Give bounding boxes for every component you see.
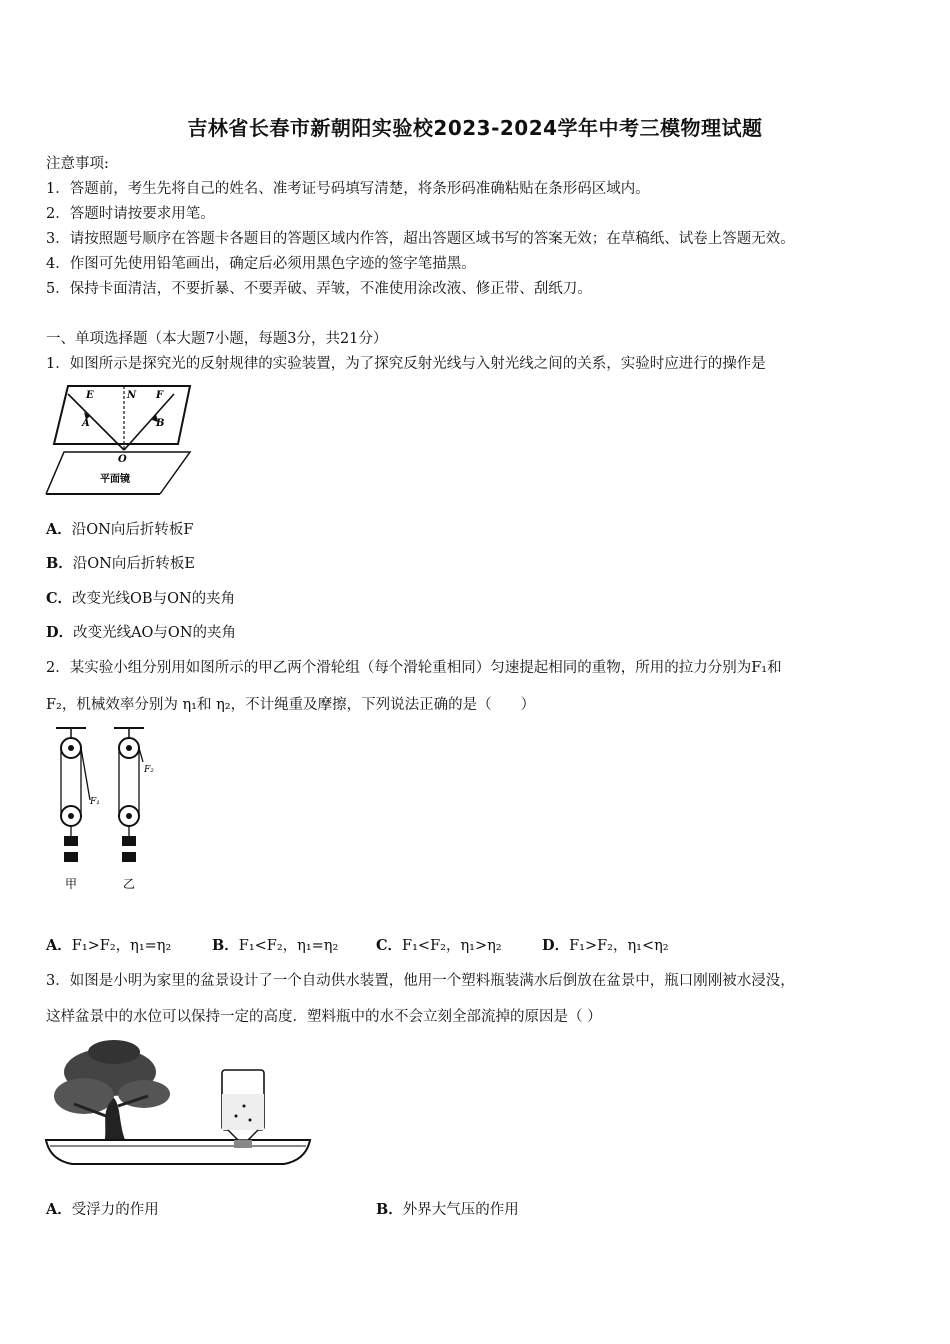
q2-option-b: B．F₁<F₂，η₁=η₂ <box>212 937 339 954</box>
page-title: 吉林省长春市新朝阳实验校2023-2024学年中考三模物理试题 <box>187 116 763 140</box>
label-e: E <box>86 390 94 401</box>
label-o: O <box>118 454 127 465</box>
label-a: A <box>82 418 90 429</box>
notice-item: 5．保持卡面清洁，不要折暴、不要弄破、弄皱，不准使用涂改液、修正带、刮纸刀。 <box>46 281 592 297</box>
label-mirror: 平面镜 <box>100 474 130 485</box>
q2-stem-line1: 2．某实验小组分别用如图所示的甲乙两个滑轮组（每个滑轮重相同）匀速提起相同的重物，所用的拉力分别为F₁和 <box>46 660 782 676</box>
q3-option-b: B．外界大气压的作用 <box>376 1201 519 1218</box>
q1-stem: 1．如图所示是探究光的反射规律的实验装置，为了探究反射光线与入射光线之间的关系，实验时应进行的操作是 <box>46 356 766 372</box>
q3-stem-line1: 3．如图是小明为家里的盆景设计了一个自动供水装置，他用一个塑料瓶装满水后倒放在盆景中，瓶口刚刚被水浸没， <box>46 973 795 989</box>
pulley-figure <box>44 724 174 894</box>
label-n: N <box>127 390 137 401</box>
q1-option-a: A．沿ON向后折转板F <box>46 521 194 538</box>
bonsai-figure <box>44 1036 314 1172</box>
q2-option-d: D．F₁>F₂，η₁<η₂ <box>542 937 669 954</box>
q2-option-a: A．F₁>F₂，η₁=η₂ <box>46 937 172 954</box>
label-f1: F₁ <box>90 797 100 807</box>
label-f2: F₂ <box>144 765 154 775</box>
notice-item: 3．请按照题号顺序在答题卡各题目的答题区域内作答，超出答题区域书写的答案无效；在草稿纸、试卷上答题无效。 <box>46 231 795 247</box>
section-heading: 一、单项选择题（本大题7小题，每题3分，共21分） <box>46 331 388 347</box>
q3-stem-line2: 这样盆景中的水位可以保持一定的高度．塑料瓶中的水不会立刻全部流掉的原因是（ ） <box>46 1009 602 1025</box>
notice-heading: 注意事项: <box>46 156 109 172</box>
notice-item: 1．答题前，考生先将自己的姓名、准考证号码填写清楚，将条形码准确粘贴在条形码区域内。 <box>46 181 650 197</box>
notice-item: 2．答题时请按要求用笔。 <box>46 206 215 222</box>
q1-option-c: C．改变光线OB与ON的夹角 <box>46 590 236 607</box>
label-f: F <box>156 390 164 401</box>
q1-option-b: B．沿ON向后折转板E <box>46 555 195 572</box>
q3-option-a: A．受浮力的作用 <box>46 1201 159 1218</box>
q1-option-d: D．改变光线AO与ON的夹角 <box>46 624 237 641</box>
label-b: B <box>156 418 165 429</box>
reflection-figure <box>44 382 196 500</box>
q2-option-c: C．F₁<F₂，η₁>η₂ <box>376 937 502 954</box>
q2-stem-line2: F₂，机械效率分别为 η₁和 η₂，不计绳重及摩擦，下列说法正确的是（ ） <box>46 697 536 713</box>
label-yi: 乙 <box>123 877 136 891</box>
notice-item: 4．作图可先使用铅笔画出，确定后必须用黑色字迹的签字笔描黑。 <box>46 256 476 272</box>
label-jia: 甲 <box>65 877 78 891</box>
